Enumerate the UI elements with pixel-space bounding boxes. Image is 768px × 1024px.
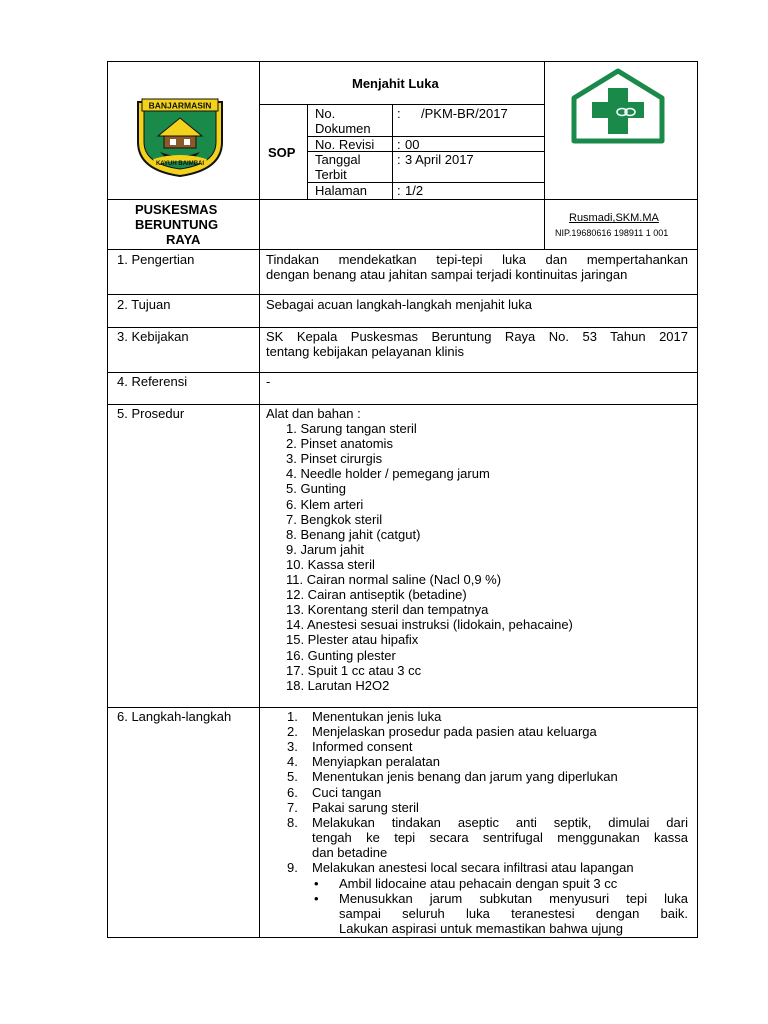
prosedur-item: 2. Pinset anatomis — [286, 436, 393, 452]
prosedur-item: 6. Klem arteri — [286, 496, 364, 512]
row-label-kebijakan: 3. Kebijakan — [117, 329, 189, 344]
bullet-icon: • — [314, 891, 319, 906]
langkah-item-text: Menjelaskan prosedur pada pasien atau keluarga — [312, 724, 597, 740]
langkah-item-num: 1. — [287, 709, 298, 724]
langkah-8-num: 8. — [287, 815, 298, 830]
prosedur-item: 16. Gunting plester — [286, 647, 396, 663]
prosedur-item: 11. Cairan normal saline (Nacl 0,9 %) — [286, 572, 502, 587]
prosedur-item: 17. Spuit 1 cc atau 3 cc — [286, 662, 422, 678]
langkah-item-text: Cuci tangan — [312, 784, 382, 800]
langkah-item-num: 2. — [287, 724, 298, 740]
signer-divider — [544, 199, 545, 249]
meta-sep-2: : — [397, 137, 401, 152]
pengertian-line-2: dengan benang atau jahitan sampai terjadi kontinuitas jaringan — [266, 267, 628, 282]
header-divider-right — [544, 61, 545, 199]
langkah-item-num: 7. — [287, 799, 298, 815]
sop-label: SOP — [268, 145, 296, 160]
langkah-9-text: Melakukan anestesi local secara infiltrasi atau lapangan — [312, 860, 634, 875]
org-bottom-line — [107, 249, 698, 250]
banjarmasin-logo — [134, 96, 226, 178]
signer-name: Rusmadi,SKM.MA — [569, 212, 659, 224]
row-label-langkah: 6. Langkah-langkah — [117, 709, 232, 724]
org-name-line-1: PUSKESMAS — [135, 202, 218, 217]
meta-sep-4: : — [397, 183, 401, 198]
prosedur-item: 15. Plester atau hipafix — [286, 632, 419, 648]
bullet-2-line-2: sampai seluruh luka teranestesi dengan baik. — [339, 906, 688, 921]
row-line-1 — [107, 294, 698, 295]
prosedur-item: 12. Cairan antiseptik (betadine) — [286, 587, 467, 603]
puskesmas-logo — [570, 68, 666, 144]
langkah-item-num: 4. — [287, 754, 298, 770]
kebijakan-line-1: SK Kepala Puskesmas Beruntung Raya No. 53 Tahun 2017 — [266, 329, 688, 344]
langkah-item-text: Informed consent — [312, 739, 413, 755]
meta-label-dokumen-2: Dokumen — [315, 121, 371, 136]
logo-top-text: BANJARMASIN — [148, 100, 212, 111]
puskesmas-cross-icon — [570, 68, 666, 144]
langkah-item-text: Menentukan jenis luka — [312, 709, 442, 724]
langkah-8-line-1: Melakukan tindakan aseptic anti septik, dimulai dari — [312, 815, 688, 830]
langkah-item-num: 3. — [287, 739, 298, 755]
prosedur-item: 4. Needle holder / pemegang jarum — [286, 466, 490, 482]
prosedur-item: 1. Sarung tangan steril — [286, 421, 417, 436]
shield-logo-icon — [134, 96, 226, 178]
meta-value-tanggal: 3 April 2017 — [405, 152, 474, 167]
row-line-5 — [107, 707, 698, 708]
langkah-item-text: Pakai sarung steril — [312, 799, 419, 815]
prosedur-item: 13. Korentang steril dan tempatnya — [286, 602, 489, 618]
org-name-line-2: BERUNTUNG — [135, 217, 219, 232]
row-label-referensi: 4. Referensi — [117, 374, 188, 389]
meta-label-tanggal-2: Terbit — [315, 167, 347, 182]
bullet-2-line-1: Menusukkan jarum subkutan menyusuri tepi luka — [339, 891, 688, 906]
meta-value-revisi: 00 — [405, 137, 420, 152]
row-label-prosedur: 5. Prosedur — [117, 406, 185, 421]
langkah-9-num: 9. — [287, 860, 298, 875]
pengertian-line-1: Tindakan mendekatkan tepi-tepi luka dan mempertahankan — [266, 252, 688, 267]
bullet-icon: • — [314, 876, 319, 891]
meta-label-tanggal-1: Tanggal — [315, 152, 361, 167]
header-bottom-line — [107, 199, 698, 200]
column-divider — [259, 61, 260, 938]
org-name-line-3: RAYA — [166, 232, 201, 247]
page-title: Menjahit Luka — [352, 76, 439, 91]
langkah-8-line-3: dan betadine — [312, 845, 388, 860]
prosedur-item: 7. Bengkok steril — [286, 511, 383, 527]
langkah-item-text: Menyiapkan peralatan — [312, 754, 440, 770]
prosedur-item: 8. Benang jahit (catgut) — [286, 526, 421, 542]
row-line-2 — [107, 327, 698, 328]
prosedur-intro: Alat dan bahan : — [266, 406, 361, 421]
langkah-item-text: Menentukan jenis benang dan jarum yang diperlukan — [312, 769, 618, 785]
langkah-item-num: 6. — [287, 784, 298, 800]
prosedur-item: 5. Gunting — [286, 481, 346, 497]
title-bottom-line — [259, 104, 544, 105]
meta-sep-3: : — [397, 152, 401, 167]
row-label-pengertian: 1. Pengertian — [117, 252, 195, 267]
referensi-text: - — [266, 374, 271, 389]
row-line-4 — [107, 404, 698, 405]
logo-bottom-text: KAYUH BAIMBAI — [155, 161, 205, 167]
kebijakan-line-2: tentang kebijakan pelayanan klinis — [266, 344, 465, 359]
meta-label-halaman: Halaman — [315, 183, 368, 198]
row-label-tujuan: 2. Tujuan — [117, 297, 171, 312]
meta-label-revisi: No. Revisi — [315, 137, 375, 152]
langkah-item-num: 5. — [287, 769, 298, 785]
meta-value-halaman: 1/2 — [405, 183, 424, 198]
prosedur-item: 3. Pinset cirurgis — [286, 451, 383, 467]
meta-sep-1: : — [397, 106, 401, 121]
bullet-1-text: Ambil lidocaine atau pehacain dengan spuit 3 cc — [339, 876, 618, 891]
bullet-2-line-3: Lakukan aspirasi untuk memastikan bahwa ujung — [339, 921, 624, 936]
prosedur-item: 9. Jarum jahit — [286, 541, 365, 557]
langkah-8-line-2: tengah ke tepi secara sentrifugal menggunakan kassa — [312, 830, 688, 845]
row-line-3 — [107, 372, 698, 373]
signer-nip: NIP.19680616 198911 1 001 — [555, 228, 669, 238]
tujuan-text: Sebagai acuan langkah-langkah menjahit luka — [266, 297, 532, 312]
prosedur-item: 14. Anestesi sesuai instruksi (lidokain, pehacaine) — [286, 617, 573, 633]
prosedur-item: 10. Kassa steril — [286, 556, 375, 572]
prosedur-item: 18. Larutan H2O2 — [286, 677, 390, 693]
meta-value-dokumen: /PKM-BR/2017 — [421, 106, 508, 121]
meta-label-dokumen-1: No. — [315, 106, 336, 121]
